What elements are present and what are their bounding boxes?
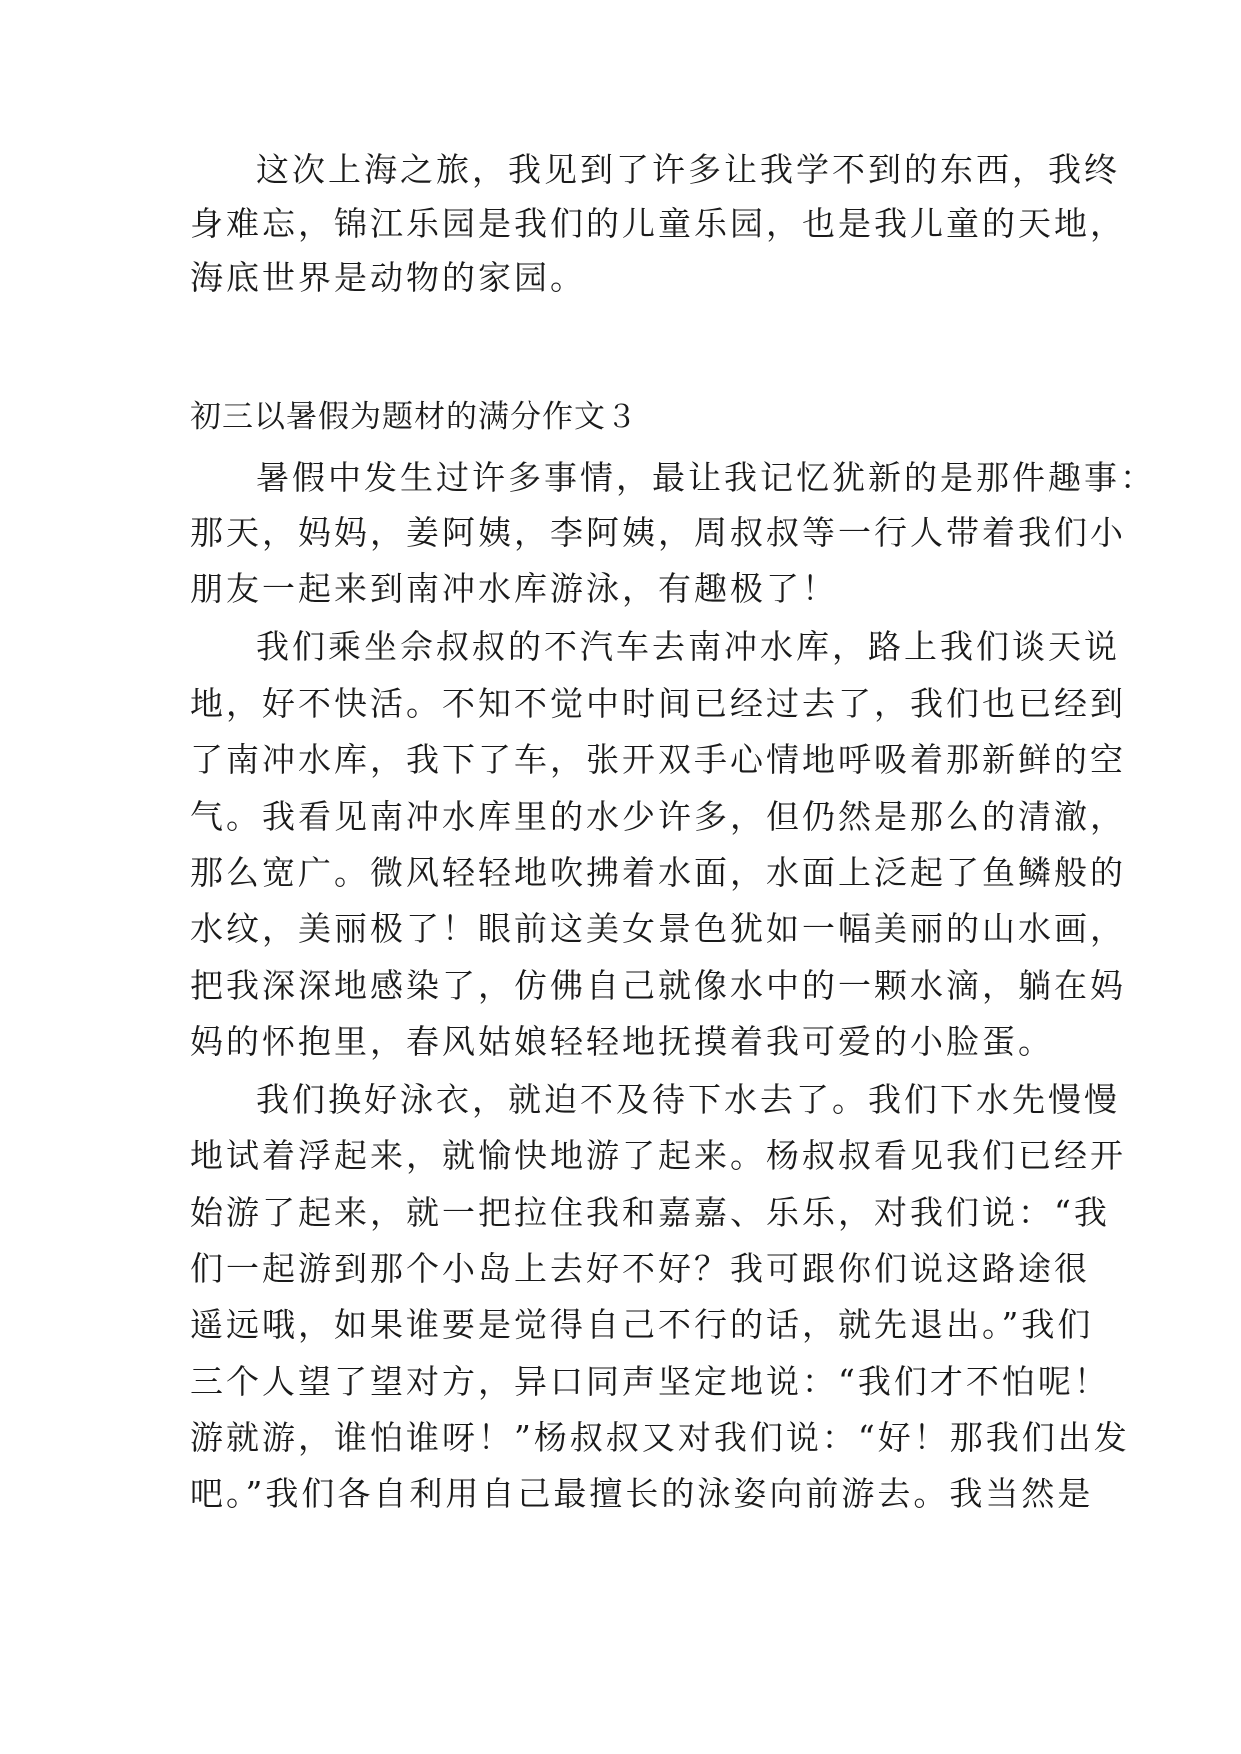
paragraph-3-line-5: 那么宽广。微风轻轻地吹拂着水面，水面上泛起了鱼鳞般的 xyxy=(190,853,1126,892)
paragraph-1-line-3: 海底世界是动物的家园。 xyxy=(190,258,586,297)
paragraph-4-line-3: 始游了起来，就一把拉住我和嘉嘉、乐乐，对我们说：“我 xyxy=(190,1193,1110,1232)
section-title: 初三以暑假为题材的满分作文３ xyxy=(190,399,638,435)
paragraph-4-line-7: 游就游，谁怕谁呀！”杨叔叔又对我们说：“好！那我们出发 xyxy=(190,1418,1130,1457)
paragraph-3-line-6: 水纹，美丽极了！眼前这美女景色犹如一幅美丽的山水画， xyxy=(190,909,1126,948)
paragraph-4-line-8: 吧。”我们各自利用自己最擅长的泳姿向前游去。我当然是 xyxy=(190,1474,1094,1513)
paragraph-4-line-5: 遥远哦，如果谁要是觉得自己不行的话，就先退出。”我们 xyxy=(190,1305,1094,1344)
paragraph-4-line-4: 们一起游到那个小岛上去好不好？我可跟你们说这路途很 xyxy=(190,1249,1090,1288)
paragraph-3-line-7: 把我深深地感染了，仿佛自己就像水中的一颗水滴，躺在妈 xyxy=(190,966,1126,1005)
paragraph-2-line-3: 朋友一起来到南冲水库游泳，有趣极了！ xyxy=(190,569,838,608)
paragraph-4-line-2: 地试着浮起来，就愉快地游了起来。杨叔叔看见我们已经开 xyxy=(190,1136,1126,1175)
paragraph-3-line-4: 气。我看见南冲水库里的水少许多，但仍然是那么的清澈， xyxy=(190,797,1126,836)
paragraph-3-line-8: 妈的怀抱里，春风姑娘轻轻地抚摸着我可爱的小脸蛋。 xyxy=(190,1022,1054,1061)
paragraph-1-line-1: 这次上海之旅，我见到了许多让我学不到的东西，我终 xyxy=(256,150,1120,189)
paragraph-4-line-6: 三个人望了望对方，异口同声坚定地说：“我们才不怕呢！ xyxy=(190,1362,1110,1401)
paragraph-4-line-1: 我们换好泳衣，就迫不及待下水去了。我们下水先慢慢 xyxy=(256,1080,1120,1119)
paragraph-3-line-2: 地，好不快活。不知不觉中时间已经过去了，我们也已经到 xyxy=(190,684,1126,723)
paragraph-3-line-3: 了南冲水库，我下了车，张开双手心情地呼吸着那新鲜的空 xyxy=(190,740,1126,779)
paragraph-1-line-2: 身难忘，锦江乐园是我们的儿童乐园，也是我儿童的天地， xyxy=(190,204,1126,243)
paragraph-3-line-1: 我们乘坐佘叔叔的不汽车去南冲水库，路上我们谈天说 xyxy=(256,627,1120,666)
paragraph-2-line-2: 那天，妈妈，姜阿姨，李阿姨，周叔叔等一行人带着我们小 xyxy=(190,513,1126,552)
paragraph-2-line-1: 暑假中发生过许多事情，最让我记忆犹新的是那件趣事： xyxy=(256,458,1156,497)
